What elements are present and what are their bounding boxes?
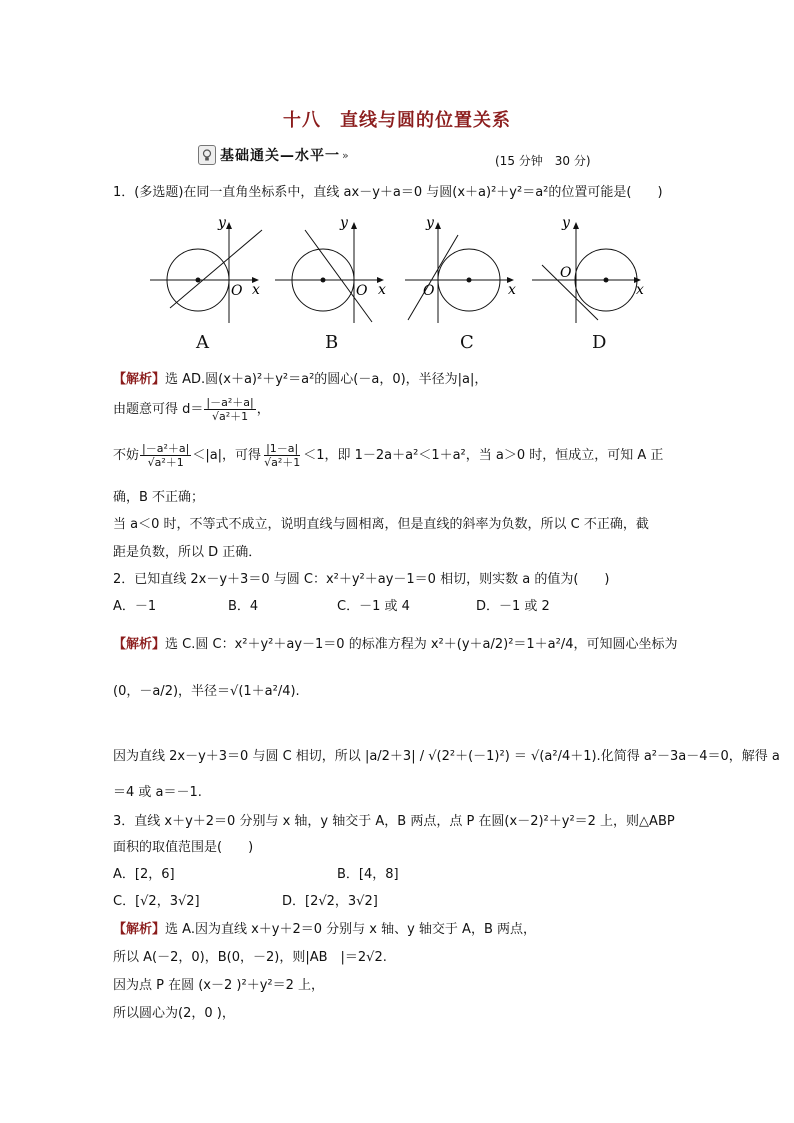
- q1-solution-line-2: 由题意可得 d＝ $\frac{\text{|－a²＋a|}}{\text{√a²＋1}}$ ，: [113, 396, 270, 423]
- q1-solution-line-3: 不妨 $\frac{\text{|－a²＋a|}}{\text{√a²＋1}}$ ＜|a|，可得 $\frac{|1-a|}{\text{√a²＋1}}$ ＜1，即 1－2a＋a²＜1＋a²，当 a＞0 时，恒成立，可知 A 正: [113, 442, 664, 469]
- solution-tag: 【解析】: [113, 372, 166, 387]
- double-chevron-icon: »: [342, 148, 349, 162]
- axis-x-label: x: [378, 282, 386, 298]
- q2-solution-line-3: 因为直线 2x－y＋3＝0 与圆 C 相切，所以 |a/2＋3| / √(2²＋(－1)²) ＝ √(a²/4＋1).化简得 a²－3a－4＝0，解得 a: [113, 749, 780, 764]
- q3-option-b: B．[4，8]: [337, 867, 399, 882]
- q2-solution-line-1: 【解析】选 C.圆 C：x²＋y²＋ay－1＝0 的标准方程为 x²＋(y＋a/2)²＝1＋a²/4，可知圆心坐标为: [113, 637, 678, 652]
- q1-solution-line-6: 距是负数，所以 D 正确．: [113, 545, 262, 560]
- page-title: 十八 直线与圆的位置关系: [283, 110, 511, 131]
- axis-y-label: y: [218, 215, 226, 231]
- q2-option-b: B．4: [228, 599, 259, 614]
- lightbulb-icon: [198, 145, 216, 165]
- fraction: $\frac{\text{|－a²＋a|}}{\text{√a²＋1}}$: [206, 396, 254, 423]
- q3-option-c: C．[√2，3√2]: [113, 894, 200, 909]
- q2-option-c: C．－1 或 4: [337, 599, 410, 614]
- figure-label-d: D: [592, 332, 607, 353]
- q1-solution-line-1: 【解析】选 AD.圆(x＋a)²＋y²＝a²的圆心(－a，0)，半径为|a|，: [113, 372, 488, 387]
- q1-solution-line-4: 确，B 不正确；: [113, 490, 205, 505]
- section-label: 基础通关—水平一: [220, 148, 340, 164]
- q3-option-d: D．[2√2，3√2]: [282, 894, 378, 909]
- q3-stem-line-2: 面积的取值范围是( ): [113, 840, 254, 855]
- axis-x-label: x: [252, 282, 260, 298]
- figure-a: [150, 215, 262, 323]
- origin-label: O: [423, 283, 435, 299]
- fraction: $\frac{\text{|－a²＋a|}}{\text{√a²＋1}}$: [142, 442, 190, 469]
- q3-stem-line-1: 3．直线 x＋y＋2＝0 分别与 x 轴，y 轴交于 A，B 两点，点 P 在圆(x－2)²＋y²＝2 上，则△ABP: [113, 814, 675, 829]
- q3-solution-line-1: 【解析】选 A.因为直线 x＋y＋2＝0 分别与 x 轴、y 轴交于 A，B 两点，: [113, 922, 536, 937]
- q2-solution-line-4: ＝4 或 a＝－1.: [113, 785, 202, 800]
- origin-label: O: [560, 265, 572, 281]
- figure-c: [405, 215, 516, 323]
- q2-option-a: A．－1: [113, 599, 157, 614]
- figure-label-c: C: [460, 332, 474, 353]
- q2-stem: 2．已知直线 2x－y＋3＝0 与圆 C：x²＋y²＋ay－1＝0 相切，则实数 a 的值为( ): [113, 572, 610, 587]
- q3-option-a: A．[2，6]: [113, 867, 175, 882]
- q2-solution-line-2: (0，－a/2)，半径＝√(1＋a²/4).: [113, 684, 300, 699]
- figure-label-a: A: [196, 332, 209, 353]
- q2-option-d: D．－1 或 2: [476, 599, 550, 614]
- solution-tag: 【解析】: [113, 637, 166, 652]
- q3-solution-line-4: 所以圆心为(2，0 )，: [113, 1006, 235, 1021]
- q3-solution-line-2: 所以 A(－2，0)，B(0，－2)，则|AB |＝2√2.: [113, 950, 387, 965]
- origin-label: O: [231, 283, 243, 299]
- q3-solution-line-3: 因为点 P 在圆 (x－2 )²＋y²＝2 上，: [113, 978, 324, 993]
- q1-figures: [140, 215, 660, 325]
- q1-solution-line-5: 当 a＜0 时，不等式不成立，说明直线与圆相离，但是直线的斜率为负数，所以 C 不正确，截: [113, 517, 649, 532]
- origin-label: O: [356, 283, 368, 299]
- axis-y-label: y: [340, 215, 348, 231]
- axis-y-label: y: [426, 215, 434, 231]
- axis-x-label: x: [636, 282, 644, 298]
- figure-b: [275, 215, 386, 323]
- fraction: $\frac{|1-a|}{\text{√a²＋1}}$: [264, 442, 301, 469]
- section-time: (15 分钟 30 分): [495, 154, 591, 168]
- section-header: [198, 145, 349, 165]
- axis-y-label: y: [562, 215, 570, 231]
- axis-x-label: x: [508, 282, 516, 298]
- solution-tag: 【解析】: [113, 922, 166, 937]
- figure-label-b: B: [325, 332, 339, 353]
- q1-stem: 1．(多选题)在同一直角坐标系中，直线 ax－y＋a＝0 与圆(x＋a)²＋y²＝a²的位置可能是( ): [113, 185, 663, 200]
- figure-d: [532, 215, 644, 323]
